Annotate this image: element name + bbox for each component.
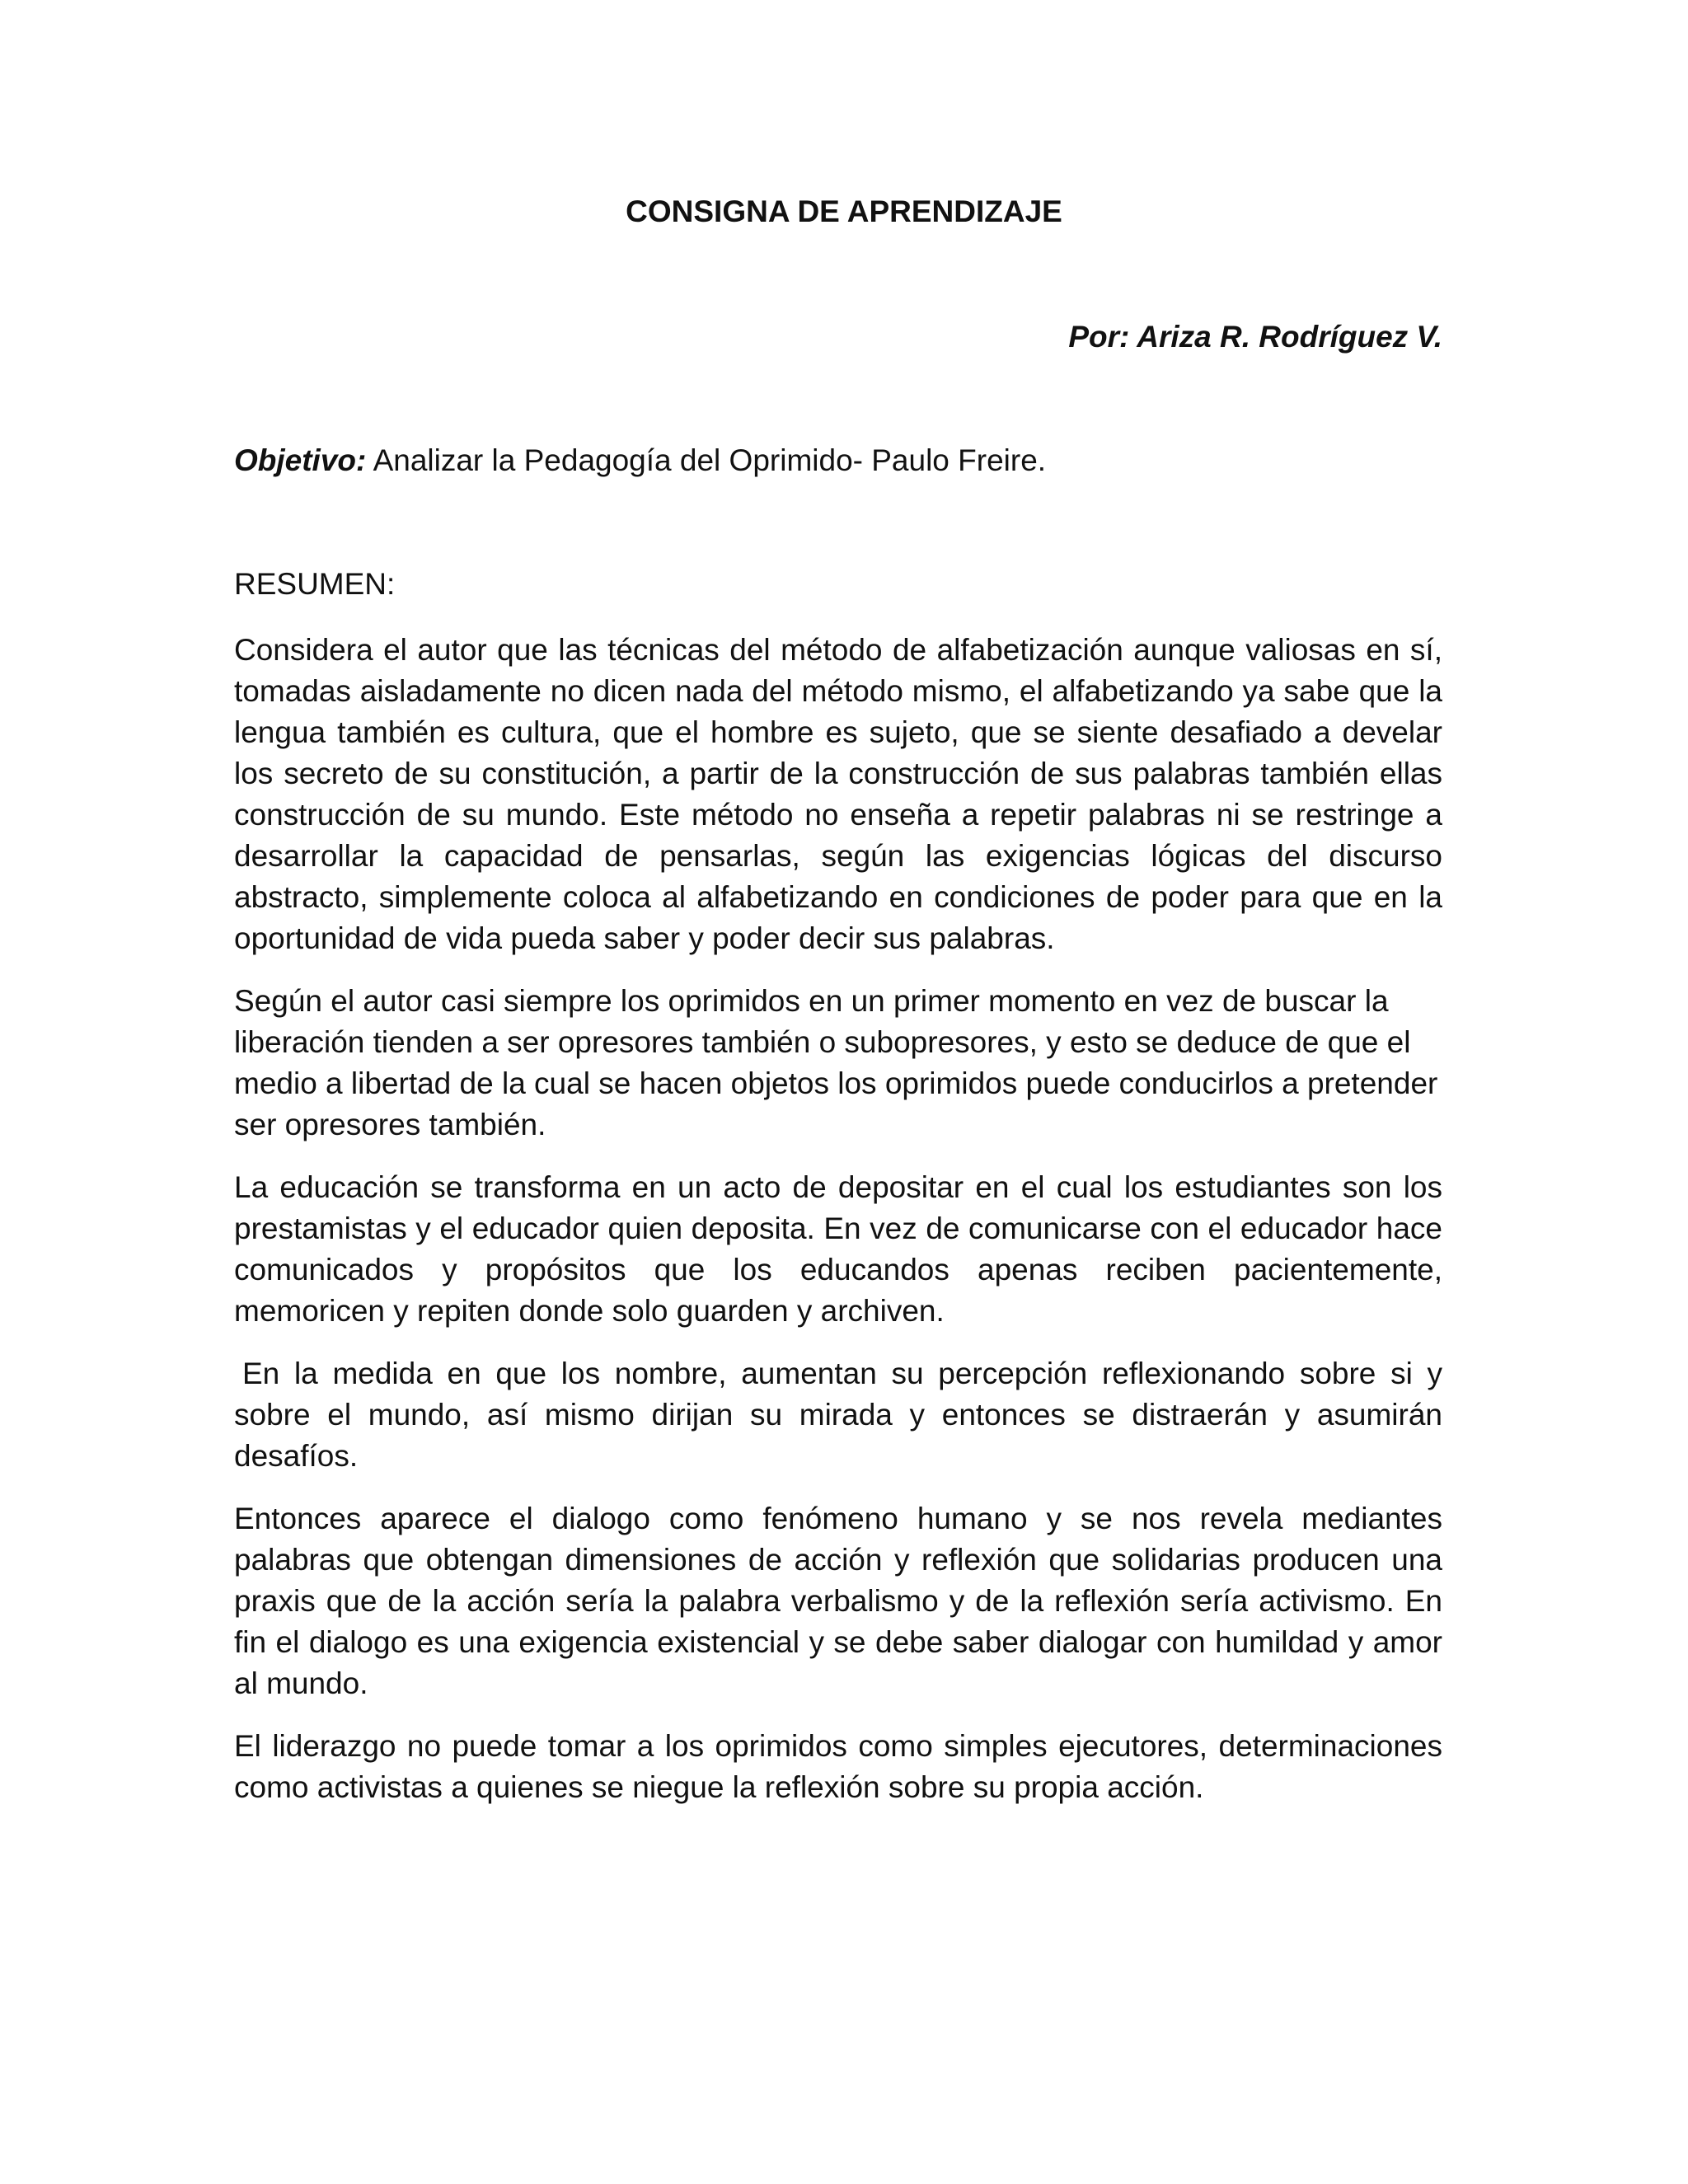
summary-paragraph-6: El liderazgo no puede tomar a los oprimidos como simples ejecutores, determinaciones como activistas a quienes se niegue la reflexión sobre su propia acción. <box>234 1729 1442 1804</box>
summary-paragraph-4: En la medida en que los nombre, aumentan su percepción reflexionando sobre si y sobre el mundo, así mismo dirijan su mirada y entonces se distraerán y asumirán desafíos. <box>234 1357 1442 1473</box>
summary-body <box>234 630 1442 1830</box>
summary-paragraph-3: La educación se transforma en un acto de depositar en el cual los estudiantes son los prestamistas y el educador quien deposita. En vez de comunicarse con el educador hace comunicados y propósitos que los educandos apenas reciben pacientemente, memoricen y repiten donde solo guarden y archiven. <box>234 1170 1442 1328</box>
objective-label: Objetivo: <box>234 443 367 477</box>
summary-paragraph-2: Según el autor casi siempre los oprimidos en un primer momento en vez de buscar la liberación tienden a ser opresores también o subopresores, y esto se deduce de que el medio a libertad de la cual se hacen objetos los oprimidos puede conducirlos a pretender ser opresores también. <box>234 984 1438 1141</box>
author-line: Por: Ariza R. Rodríguez V. <box>1068 320 1442 354</box>
summary-paragraph-1: Considera el autor que las técnicas del método de alfabetización aunque valiosas en sí, tomadas aisladamente no dicen nada del método mismo, el alfabetizando ya sabe que la lengua también es cultura, que el hombre es sujeto, que se siente desafiado a develar los secreto de su constitución, a partir de la construcción de sus palabras también ellas construcción de su mundo. Este método no enseña a repetir palabras ni se restringe a desarrollar la capacidad de pensarlas, según las exigencias lógicas del discurso abstracto, simplemente coloca al alfabetizando en condiciones de poder para que en la oportunidad de vida pueda saber y poder decir sus palabras. <box>234 633 1442 955</box>
objective-text: Analizar la Pedagogía del Oprimido- Paulo Freire. <box>366 443 1047 477</box>
document-title: CONSIGNA DE APRENDIZAJE <box>626 194 1062 228</box>
objective-line <box>234 442 1046 480</box>
summary-heading: RESUMEN: <box>234 567 396 601</box>
summary-paragraph-5: Entonces aparece el dialogo como fenómeno humano y se nos revela mediantes palabras que obtengan dimensiones de acción y reflexión que solidarias producen una praxis que de la acción sería la palabra verbalismo y de la reflexión sería activismo. En fin el dialogo es una exigencia existencial y se debe saber dialogar con humildad y amor al mundo. <box>234 1502 1442 1700</box>
